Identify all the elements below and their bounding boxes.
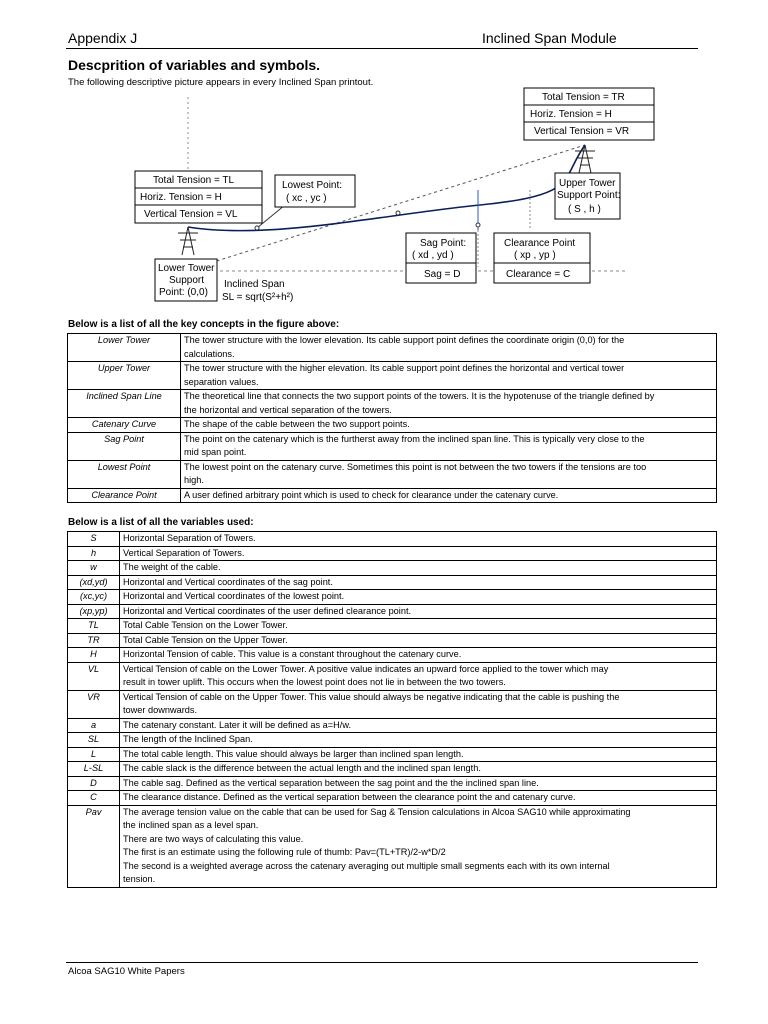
table-row bbox=[68, 619, 717, 634]
description-line: The length of the Inclined Span. bbox=[123, 734, 253, 744]
term-cell: Pav bbox=[68, 805, 120, 887]
tension-tr: Total Tension = TR bbox=[542, 92, 625, 103]
description-line: calculations. bbox=[184, 348, 235, 359]
description-line: separation values. bbox=[184, 376, 259, 387]
description-cell bbox=[120, 604, 717, 619]
description-line: tower downwards. bbox=[123, 705, 198, 715]
vertical-tension-vl: Vertical Tension = VL bbox=[144, 209, 238, 220]
upper-support-coords: ( S , h ) bbox=[568, 204, 601, 215]
header-divider bbox=[66, 48, 698, 49]
description-cell bbox=[120, 690, 717, 718]
table-row bbox=[68, 805, 717, 887]
description-line: Total Cable Tension on the Lower Tower. bbox=[123, 620, 288, 630]
description-line: high. bbox=[184, 475, 204, 485]
term-cell: H bbox=[68, 648, 120, 663]
concepts-title: Below is a list of all the key concepts in the figure above: bbox=[68, 319, 340, 330]
term-cell: VR bbox=[68, 690, 120, 718]
table-row bbox=[68, 334, 717, 362]
description-line: There are two ways of calculating this value. bbox=[123, 833, 304, 844]
sag-point-label: Sag Point: bbox=[420, 238, 467, 249]
description-line: mid span point. bbox=[184, 447, 247, 457]
upper-tower-icon bbox=[575, 145, 595, 173]
description-line: Vertical Tension of cable on the Upper Tower. This value should always be negative indicating that the cable is pushing the bbox=[123, 691, 620, 702]
description-cell bbox=[120, 662, 717, 690]
description-line: the inclined span as a level span. bbox=[123, 820, 259, 830]
description-line: The clearance distance. Defined as the vertical separation between the clearance point the and catenary curve. bbox=[123, 792, 576, 802]
description-line: Horizontal and Vertical coordinates of the sag point. bbox=[123, 576, 333, 587]
description-cell bbox=[120, 791, 717, 806]
table-row bbox=[68, 418, 717, 433]
description-cell bbox=[120, 590, 717, 605]
lower-support-coords: Point: (0,0) bbox=[159, 287, 208, 298]
description-cell bbox=[181, 362, 717, 390]
description-line: The weight of the cable. bbox=[123, 562, 221, 572]
description-line: The first is an estimate using the following rule of thumb: Pav=(TL+TR)/2-w*D/2 bbox=[123, 847, 446, 857]
description-line: The point on the catenary which is the furtherst away from the inclined span line. This is typically very close to the bbox=[184, 433, 645, 444]
lowest-point-dot bbox=[255, 226, 259, 230]
term-cell: VL bbox=[68, 662, 120, 690]
description-line: The average tension value on the cable that can be used for Sag & Tension calculations in Alcoa SAG10 while approximating bbox=[123, 806, 631, 817]
inclined-span-label: Inclined Span bbox=[224, 279, 285, 290]
variables-title: Below is a list of all the variables used: bbox=[68, 517, 254, 528]
description-cell bbox=[120, 776, 717, 791]
description-line: The tower structure with the lower elevation. Its cable support point defines the coordinate origin (0,0) for the bbox=[184, 335, 625, 345]
description-line: Horizontal and Vertical coordinates of the user defined clearance point. bbox=[123, 605, 412, 616]
intro-text: The following descriptive picture appears in every Inclined Span printout. bbox=[68, 77, 374, 88]
table-row bbox=[68, 762, 717, 777]
description-line: The cable slack is the difference between the actual length and the inclined span length. bbox=[123, 763, 481, 773]
concepts-table bbox=[67, 333, 717, 503]
clearance-point-label: Clearance Point bbox=[504, 238, 576, 249]
table-row bbox=[68, 633, 717, 648]
term-cell: L bbox=[68, 747, 120, 762]
term-cell: h bbox=[68, 546, 120, 561]
description-line: The total cable length. This value should always be larger than inclined span length. bbox=[123, 748, 464, 759]
table-row bbox=[68, 776, 717, 791]
term-cell: Inclined Span Line bbox=[68, 390, 181, 418]
description-cell bbox=[120, 733, 717, 748]
tension-tl: Total Tension = TL bbox=[153, 175, 235, 186]
term-cell: (xd,yd) bbox=[68, 575, 120, 590]
term-cell: a bbox=[68, 718, 120, 733]
lower-support-label: Support bbox=[169, 275, 205, 286]
term-cell: Sag Point bbox=[68, 432, 181, 460]
term-cell: TL bbox=[68, 619, 120, 634]
footer-text: Alcoa SAG10 White Papers bbox=[68, 966, 185, 977]
term-cell: w bbox=[68, 561, 120, 576]
table-row bbox=[68, 747, 717, 762]
description-line: Horizontal and Vertical coordinates of the lowest point. bbox=[123, 591, 345, 601]
description-line: A user defined arbitrary point which is used to check for clearance under the catenary curve. bbox=[184, 489, 559, 500]
description-cell bbox=[120, 648, 717, 663]
clearance-point-coords: ( xp , yp ) bbox=[514, 250, 556, 261]
table-row bbox=[68, 791, 717, 806]
term-cell: C bbox=[68, 791, 120, 806]
description-line: Vertical Separation of Towers. bbox=[123, 547, 245, 558]
table-row bbox=[68, 733, 717, 748]
description-line: Total Cable Tension on the Upper Tower. bbox=[123, 634, 288, 645]
table-row bbox=[68, 718, 717, 733]
description-cell bbox=[120, 546, 717, 561]
term-cell: D bbox=[68, 776, 120, 791]
term-cell: Lower Tower bbox=[68, 334, 181, 362]
term-cell: Clearance Point bbox=[68, 488, 181, 503]
description-line: Horizontal Separation of Towers. bbox=[123, 533, 256, 543]
upper-support-box bbox=[555, 173, 620, 219]
term-cell: S bbox=[68, 532, 120, 547]
header-right: Inclined Span Module bbox=[482, 30, 617, 46]
lower-support-box bbox=[155, 259, 217, 301]
upper-support-label: Support Point: bbox=[557, 190, 621, 201]
description-line: The tower structure with the higher elevation. Its cable support point defines the horizontal and vertical tower bbox=[184, 363, 625, 373]
left-tension-box bbox=[135, 171, 262, 223]
description-line: Vertical Tension of cable on the Lower Tower. A positive value indicates an upward force applied to the tower which may bbox=[123, 663, 609, 674]
table-row bbox=[68, 546, 717, 561]
header-left: Appendix J bbox=[68, 30, 138, 46]
clearance-label: Clearance = C bbox=[506, 269, 571, 280]
lowest-point-coords: ( xc , yc ) bbox=[286, 193, 327, 204]
page-title: Descprition of variables and symbols. bbox=[68, 57, 321, 73]
table-row bbox=[68, 690, 717, 718]
table-row bbox=[68, 432, 717, 460]
inclined-span-formula: SL = sqrt(S²+h²) bbox=[222, 292, 294, 303]
table-row bbox=[68, 532, 717, 547]
description-cell bbox=[181, 460, 717, 488]
table-row bbox=[68, 604, 717, 619]
upper-tower-label: Upper Tower bbox=[559, 178, 616, 189]
description-line: The second is a weighted average across the catenary averaging out multiple small segments each with its own internal bbox=[123, 860, 610, 871]
description-line: the horizontal and vertical separation of the towers. bbox=[184, 404, 392, 415]
description-cell bbox=[120, 747, 717, 762]
lower-tower-label: Lower Tower bbox=[158, 263, 215, 274]
clearance-point-dot bbox=[476, 223, 480, 227]
vertical-tension-vr: Vertical Tension = VR bbox=[534, 126, 630, 137]
sag-point-dot bbox=[396, 211, 400, 215]
term-cell: (xp,yp) bbox=[68, 604, 120, 619]
inclined-span-diagram bbox=[120, 85, 660, 310]
term-cell: (xc,yc) bbox=[68, 590, 120, 605]
description-cell bbox=[120, 561, 717, 576]
sag-point-box bbox=[406, 233, 476, 283]
lowest-point-label: Lowest Point: bbox=[282, 180, 343, 191]
upper-tension-box bbox=[524, 88, 654, 140]
description-cell bbox=[181, 418, 717, 433]
description-cell bbox=[120, 633, 717, 648]
lower-tower-icon bbox=[178, 227, 198, 255]
term-cell: Upper Tower bbox=[68, 362, 181, 390]
table-row bbox=[68, 460, 717, 488]
variables-table bbox=[67, 531, 717, 888]
description-cell bbox=[120, 532, 717, 547]
description-cell bbox=[181, 334, 717, 362]
table-row bbox=[68, 575, 717, 590]
table-row bbox=[68, 362, 717, 390]
description-cell bbox=[181, 432, 717, 460]
table-row bbox=[68, 590, 717, 605]
description-line: The cable sag. Defined as the vertical separation between the sag point and the the inclined span line. bbox=[123, 777, 539, 788]
lowest-point-box bbox=[275, 175, 355, 207]
footer-divider bbox=[66, 962, 698, 963]
description-line: The shape of the cable between the two support points. bbox=[184, 419, 410, 429]
term-cell: Lowest Point bbox=[68, 460, 181, 488]
sag-label: Sag = D bbox=[424, 269, 461, 280]
table-row bbox=[68, 648, 717, 663]
description-line: Horizontal Tension of cable. This value is a constant throughout the catenary curve. bbox=[123, 649, 462, 659]
description-cell bbox=[181, 390, 717, 418]
horiz-tension-left: Horiz. Tension = H bbox=[140, 192, 222, 203]
description-cell bbox=[181, 488, 717, 503]
term-cell: TR bbox=[68, 633, 120, 648]
description-cell bbox=[120, 575, 717, 590]
table-row bbox=[68, 662, 717, 690]
description-cell bbox=[120, 805, 717, 887]
description-cell bbox=[120, 762, 717, 777]
description-cell bbox=[120, 718, 717, 733]
term-cell: SL bbox=[68, 733, 120, 748]
term-cell: Catenary Curve bbox=[68, 418, 181, 433]
description-line: The theoretical line that connects the two support points of the towers. It is the hypotenuse of the triangle defined by bbox=[184, 391, 655, 401]
table-row bbox=[68, 561, 717, 576]
description-line: result in tower uplift. This occurs when the lowest point does not lie in between the two towers. bbox=[123, 677, 506, 687]
horiz-tension-upper: Horiz. Tension = H bbox=[530, 109, 612, 120]
sag-point-coords: ( xd , yd ) bbox=[412, 250, 454, 261]
description-line: tension. bbox=[123, 874, 156, 884]
table-row bbox=[68, 390, 717, 418]
clearance-point-box bbox=[494, 233, 590, 283]
table-row bbox=[68, 488, 717, 503]
description-line: The lowest point on the catenary curve. Sometimes this point is not between the two towers if the tensions are too bbox=[184, 461, 647, 472]
term-cell: L-SL bbox=[68, 762, 120, 777]
description-line: The catenary constant. Later it will be defined as a=H/w. bbox=[123, 719, 352, 730]
description-cell bbox=[120, 619, 717, 634]
